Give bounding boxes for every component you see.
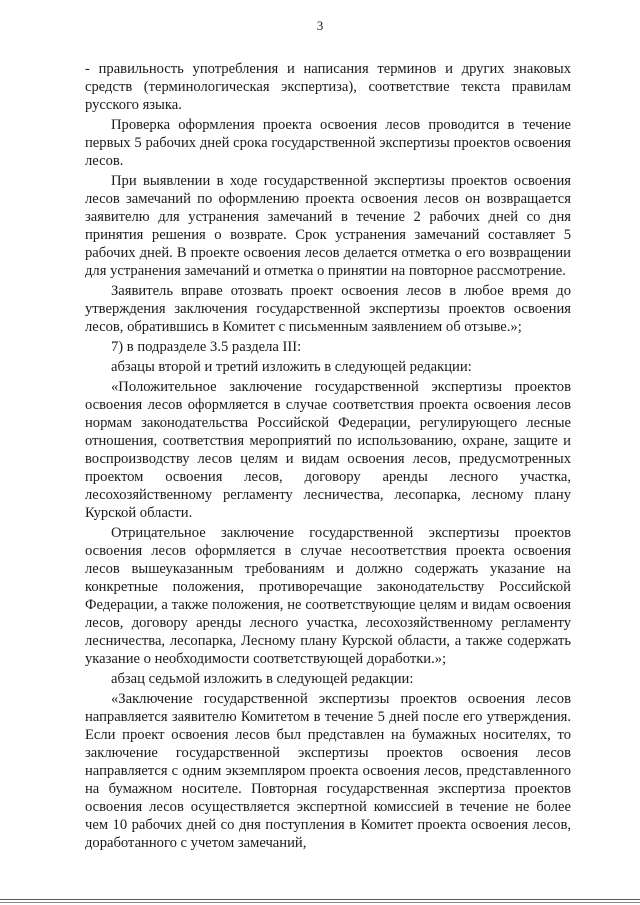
paragraph: Заявитель вправе отозвать проект освоения лесов в любое время до утверждения заключения государственной экспертизы проектов освоения лесов, обратившись в Комитет с письменным заявлением об отзыве.»; — [85, 283, 571, 335]
paragraph: абзац седьмой изложить в следующей редакции: — [111, 671, 414, 687]
paragraph: абзацы второй и третий изложить в следующей редакции: — [111, 359, 472, 375]
document-body — [85, 60, 571, 854]
paragraph: 7) в подразделе 3.5 раздела III: — [111, 339, 302, 355]
paragraph: «Положительное заключение государственной экспертизы проектов освоения лесов оформляется в случае соответствия проекта освоения лесов нормам законодательства Российской Федерации, регулирующего лесные отношения, соответствия мероприятий по использованию, охране, защите и воспроизводству лесов целям и видам освоения лесов, предусмотренных проектом освоения лесов, договору аренды лесного участка, лесохозяйственному регламенту лесничества, лесопарка, лесному плану Курской области. — [85, 379, 571, 521]
scan-edge-line — [0, 902, 640, 903]
page-number: 3 — [316, 18, 324, 33]
paragraph: - правильность употребления и написания терминов и других знаковых средств (терминологическая экспертиза), соответствие текста правилам русского языка. — [85, 61, 571, 113]
paragraph: «Заключение государственной экспертизы проектов освоения лесов направляется заявителю Комитетом в течение 5 дней после его утверждения. Если проект освоения лесов был представлен на бумажных носителях, то заключение государственной экспертизы проектов освоения лесов направляется с одним экземпляром проекта освоения лесов, представленного на бумажном носителе. Повторная государственная экспертиза проектов освоения лесов осуществляется экспертной комиссией в течение не более чем 10 рабочих дней со дня поступления в Комитет проекта освоения лесов, доработанного с учетом замечаний, — [85, 691, 571, 851]
paragraph: При выявлении в ходе государственной экспертизы проектов освоения лесов замечаний по оформлению проекта освоения лесов он возвращается заявителю для устранения замечаний в течение 2 рабочих дней со дня принятия решения о возврате. Срок устранения замечаний составляет 5 рабочих дней. В проекте освоения лесов делается отметка о его возвращении для устранения замечаний и отметка о принятии на повторное рассмотрение. — [85, 173, 571, 279]
scan-edge-line — [0, 899, 640, 900]
paragraph: Проверка оформления проекта освоения лесов проводится в течение первых 5 рабочих дней срока государственной экспертизы проектов освоения лесов. — [85, 117, 571, 169]
paragraph: Отрицательное заключение государственной экспертизы проектов освоения лесов оформляется в случае несоответствия проекта освоения лесов вышеуказанным требованиям и должно содержать указание на конкретные положения, противоречащие законодательству Российской Федерации, а также положения, не соответствующие целям и видам освоения лесов, договору аренды лесного участка, лесохозяйственному регламенту лесничества, лесопарка, Лесному плану Курской области, а также содержать указание о необходимости соответствующей доработки.»; — [85, 525, 571, 667]
